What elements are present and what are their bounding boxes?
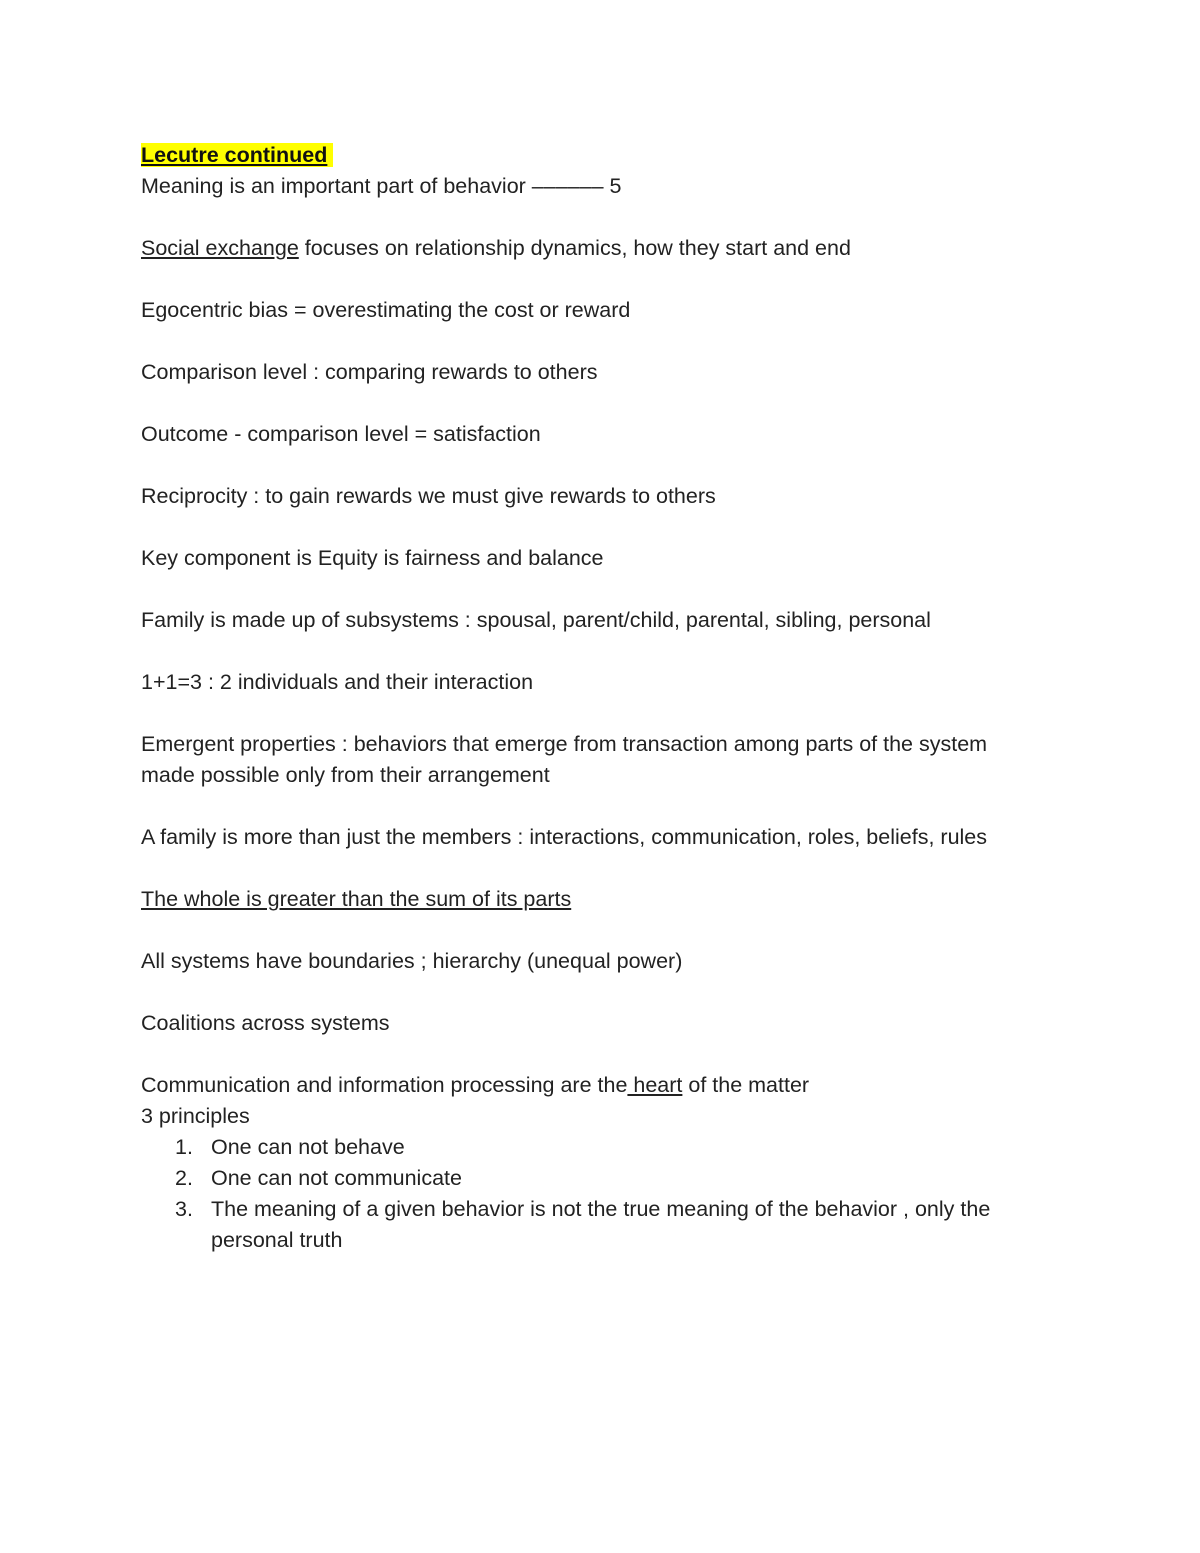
- note-egocentric-bias: Egocentric bias = overestimating the cost or reward: [141, 298, 631, 322]
- document-title-line: [141, 140, 1041, 171]
- communication-post: of the matter: [682, 1073, 810, 1097]
- social-exchange-term: Social exchange: [141, 236, 299, 260]
- note-meaning: Meaning is an important part of behavior –––––– 5: [141, 174, 622, 198]
- principles-list: [141, 1132, 1041, 1256]
- note-outcome: Outcome - comparison level = satisfaction: [141, 422, 541, 446]
- note-equity: Key component is Equity is fairness and balance: [141, 546, 604, 570]
- note-communication: [141, 1070, 1041, 1101]
- note-family-subsystems: Family is made up of subsystems : spousal, parent/child, parental, sibling, personal: [141, 608, 931, 632]
- principle-number: 2.: [175, 1166, 193, 1190]
- note-comparison-level: Comparison level : comparing rewards to others: [141, 360, 598, 384]
- principle-text: The meaning of a given behavior is not the true meaning of the behavior , only the personal truth: [211, 1197, 991, 1252]
- principle-item: [141, 1163, 1041, 1194]
- social-exchange-description: focuses on relationship dynamics, how they start and end: [298, 236, 851, 260]
- note-whole-greater: [141, 884, 1041, 915]
- principle-item: [141, 1132, 1041, 1163]
- principles-heading: 3 principles: [141, 1104, 250, 1128]
- principle-number: 3.: [175, 1197, 193, 1221]
- document-page: [141, 140, 1041, 1256]
- note-reciprocity: Reciprocity : to gain rewards we must give rewards to others: [141, 484, 716, 508]
- note-coalitions: Coalitions across systems: [141, 1011, 390, 1035]
- note-boundaries: All systems have boundaries ; hierarchy (unequal power): [141, 949, 683, 973]
- note-one-plus-one: 1+1=3 : 2 individuals and their interaction: [141, 670, 534, 694]
- note-family-more: A family is more than just the members : interactions, communication, roles, beliefs, rules: [141, 825, 988, 849]
- note-social-exchange: [141, 233, 1041, 264]
- communication-pre: Communication and information processing are the: [141, 1073, 628, 1097]
- note-emergent-properties: Emergent properties : behaviors that emerge from transaction among parts of the system made possible only from their arrangement: [141, 732, 988, 787]
- document-title: Lecutre continued: [141, 143, 333, 167]
- principle-text: One can not communicate: [211, 1166, 462, 1190]
- whole-greater-text: The whole is greater than the sum of its parts: [141, 887, 572, 911]
- principle-number: 1.: [175, 1135, 193, 1159]
- principle-text: One can not behave: [211, 1135, 405, 1159]
- communication-heart-term: heart: [627, 1073, 683, 1097]
- principle-item: [141, 1194, 1041, 1256]
